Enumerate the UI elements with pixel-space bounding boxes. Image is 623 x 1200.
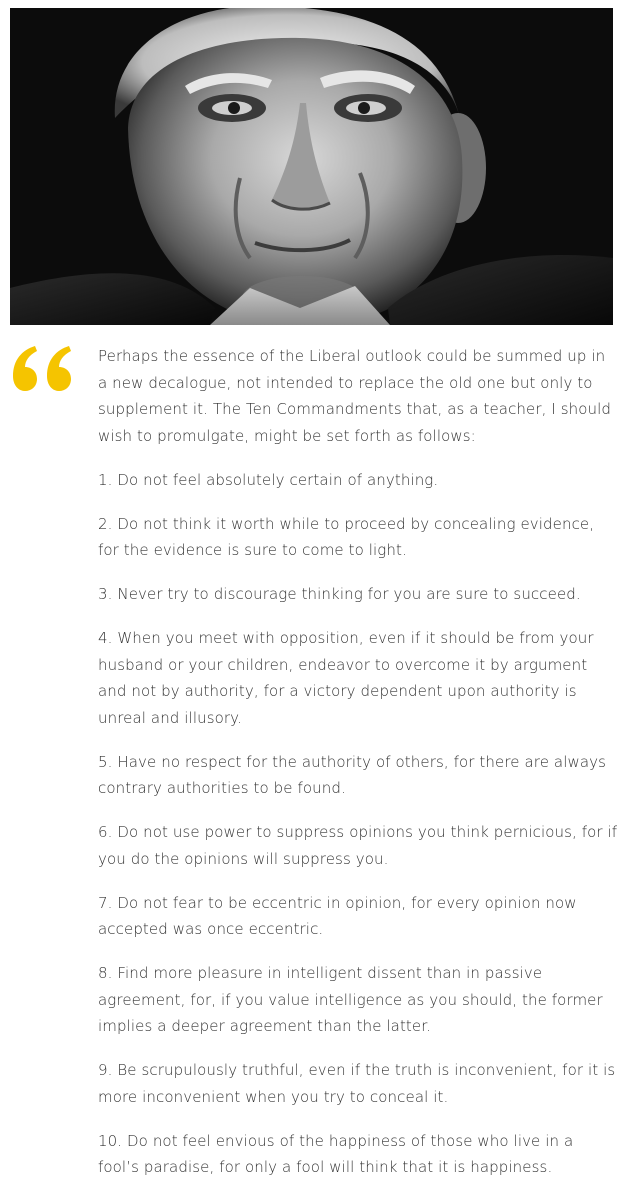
commandment-3: 3. Never try to discourage thinking for you are sure to succeed.	[98, 585, 581, 603]
portrait-image	[10, 8, 613, 325]
commandment-10: 10. Do not feel envious of the happiness of those who live in a fool’s paradise, for only a fool will think that it is happiness.	[98, 1131, 574, 1176]
commandment-6: 6. Do not use power to suppress opinions you think pernicious, for if you do the opinions will suppress you.	[98, 823, 618, 868]
quote-intro: Perhaps the essence of the Liberal outlook could be summed up in a new decalogue, not intended to replace the old one but only to supplement it. The Ten Commandments that, as a teacher, I should wish to promulgate, might be set forth as follows:	[98, 347, 612, 445]
commandment-2: 2. Do not think it worth while to proceed by concealing evidence, for the evidence is sure to come to light.	[98, 514, 595, 559]
commandment-7: 7. Do not fear to be eccentric in opinion, for every opinion now accepted was once eccentric.	[98, 893, 577, 938]
portrait-photo	[10, 8, 613, 325]
quote-body	[98, 343, 618, 1198]
quote-mark-glyph	[8, 340, 76, 396]
opening-quotation-mark-icon	[8, 340, 76, 396]
commandment-9: 9. Be scrupulously truthful, even if the truth is inconvenient, for it is more inconvenient when you try to conceal it.	[98, 1061, 616, 1106]
commandment-5: 5. Have no respect for the authority of others, for there are always contrary authorities to be found.	[98, 752, 607, 797]
commandment-4: 4. When you meet with opposition, even if it should be from your husband or your children, endeavor to overcome it by argument and not by authority, for a victory dependent upon authority is unreal and illusory.	[98, 629, 594, 727]
commandment-1: 1. Do not feel absolutely certain of anything.	[98, 470, 439, 489]
commandment-8: 8. Find more pleasure in intelligent dissent than in passive agreement, for, if you value intelligence as you should, the former implies a deeper agreement than the latter.	[98, 964, 603, 1035]
